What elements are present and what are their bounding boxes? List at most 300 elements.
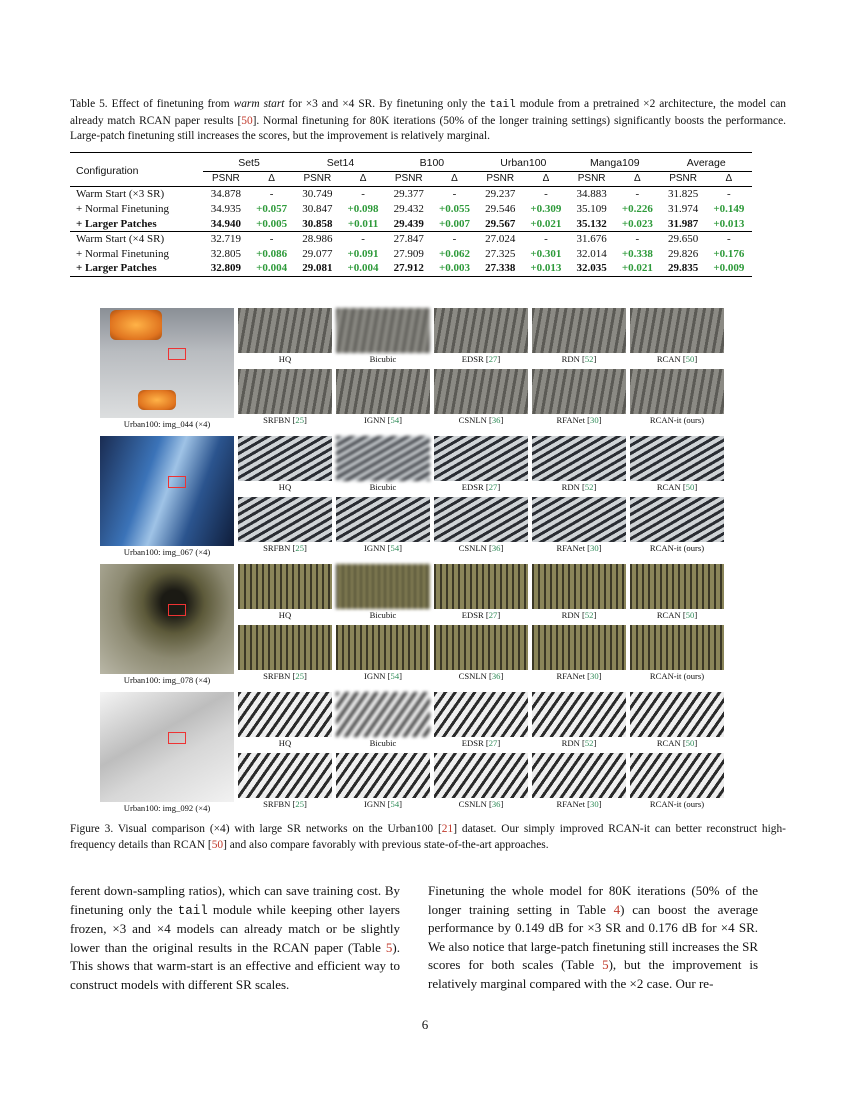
- table-cell: 30.749: [302, 188, 333, 201]
- table-cell: 32.719: [203, 231, 248, 246]
- table-cell: +0.176: [713, 247, 745, 260]
- table-ref-link[interactable]: 5: [602, 957, 609, 972]
- table-cell: 35.132: [576, 217, 607, 230]
- bracket: ]: [593, 354, 597, 364]
- table-cell: 29.835: [660, 261, 705, 276]
- crop-patch: [532, 436, 626, 481]
- table-cell: +0.011: [347, 217, 379, 230]
- bracket: [: [579, 482, 585, 492]
- main-photo-label: Urban100: img_067 (×4): [123, 547, 211, 557]
- citation-link[interactable]: 54: [390, 799, 400, 809]
- citation-link[interactable]: 25: [295, 415, 304, 425]
- crop-patch: [336, 625, 430, 670]
- crop-patch: [336, 564, 430, 609]
- table-row: [70, 202, 752, 217]
- table-cell: 27.912: [386, 261, 431, 276]
- table-cell: -: [706, 231, 752, 246]
- crop-patch: [336, 692, 430, 737]
- bracket: ]: [399, 415, 402, 425]
- dataset-header: Manga109: [569, 153, 660, 172]
- bracket: [: [483, 354, 489, 364]
- method-name: RCAN: [656, 482, 681, 492]
- table-cell: 29.077: [302, 247, 333, 260]
- crop-patch: [532, 497, 626, 542]
- row-label: + Normal Finetuning: [76, 247, 169, 260]
- bracket: [: [290, 415, 296, 425]
- bracket: [: [680, 354, 686, 364]
- crop-patch: [532, 369, 626, 414]
- bracket: ]: [598, 415, 602, 425]
- table-caption-text: Effect of finetuning from: [107, 98, 234, 110]
- crop-label: [630, 799, 724, 809]
- method-name: RDN: [561, 610, 580, 620]
- bracket: ]: [303, 543, 307, 553]
- page-number: 6: [421, 1017, 429, 1032]
- table-cell: +0.338: [621, 247, 653, 260]
- table-header-row: [70, 153, 752, 172]
- citation-link[interactable]: 27: [488, 738, 498, 748]
- crop-patch: [434, 369, 528, 414]
- table-cell: -: [249, 231, 295, 246]
- table-cell: 32.809: [203, 261, 248, 276]
- crop-patch: [532, 753, 626, 798]
- method-name: SRFBN: [263, 799, 291, 809]
- method-name: IGNN: [364, 799, 386, 809]
- bracket: ]: [598, 671, 602, 681]
- crop-label: [630, 543, 724, 553]
- bracket: [: [585, 543, 591, 553]
- main-photo: [100, 564, 234, 674]
- method-name: RFANet: [556, 799, 585, 809]
- crop-patch: [630, 497, 724, 542]
- crop-label: [336, 482, 430, 492]
- method-name: HQ: [278, 482, 292, 492]
- method-name: Bicubic: [369, 482, 397, 492]
- crop-patch: [336, 436, 430, 481]
- bracket: [: [579, 610, 585, 620]
- citation-link[interactable]: 50: [685, 354, 695, 364]
- crop-patch: [238, 308, 332, 353]
- bracket: [: [483, 738, 489, 748]
- bracket: [: [579, 738, 585, 748]
- citation-link[interactable]: 54: [390, 671, 400, 681]
- table-cell: +0.021: [614, 261, 660, 276]
- method-name: CSNLN: [458, 543, 487, 553]
- left-column-paragraph: [70, 882, 400, 994]
- method-name: RDN: [561, 738, 580, 748]
- crop-patch: [434, 625, 528, 670]
- bracket: ]: [598, 799, 602, 809]
- table-cell: -: [523, 231, 569, 246]
- row-label: Warm Start (×4 SR): [70, 231, 203, 246]
- citation-link[interactable]: 27: [488, 482, 498, 492]
- bracket: ]: [399, 671, 402, 681]
- crop-patch: [630, 369, 724, 414]
- table-cell: -: [727, 188, 731, 201]
- table-cell: +0.055: [438, 203, 470, 216]
- row-label: Warm Start (×3 SR): [76, 188, 165, 201]
- method-name: EDSR: [461, 354, 484, 364]
- crop-label: [630, 738, 724, 748]
- table-caption: [70, 97, 786, 145]
- crop-label: [434, 482, 528, 492]
- table-cell: 29.826: [667, 247, 699, 260]
- main-photo-label: Urban100: img_044 (×4): [123, 419, 211, 429]
- subheader-cell: PSNR: [295, 171, 340, 187]
- crop-label: [630, 415, 724, 425]
- table-cell: -: [431, 231, 477, 246]
- table-cell: -: [361, 188, 365, 201]
- citation-link[interactable]: 30: [590, 415, 599, 425]
- table-cell: -: [452, 188, 457, 201]
- bracket: [: [585, 799, 591, 809]
- bracket: [: [579, 354, 585, 364]
- dataset-header: Average: [660, 153, 752, 172]
- zoom-box: [168, 348, 186, 360]
- method-name: RCAN-it (ours): [649, 415, 705, 425]
- table-cell: 30.847: [302, 203, 333, 216]
- bracket: [: [486, 799, 492, 809]
- table-row: [70, 187, 752, 202]
- citation-link[interactable]: 50: [685, 610, 695, 620]
- bracket: [: [290, 543, 296, 553]
- table-cell: 34.940: [210, 217, 242, 230]
- citation-link[interactable]: 54: [390, 543, 400, 553]
- table-cell: 27.847: [386, 231, 431, 246]
- table-cell: 32.014: [576, 247, 607, 260]
- bracket: [: [290, 671, 296, 681]
- method-name: HQ: [278, 738, 292, 748]
- bracket: [: [680, 482, 686, 492]
- citation-link[interactable]: 36: [491, 671, 501, 681]
- crop-label: [532, 799, 626, 809]
- crop-patch: [238, 753, 332, 798]
- method-name: SRFBN: [263, 415, 291, 425]
- citation-link[interactable]: 50: [241, 114, 253, 127]
- config-header: Configuration: [70, 153, 203, 187]
- figure-block: [100, 564, 730, 692]
- paragraph-text: ferent down-sampling ratios), which can save training cost. By finetuning only the: [70, 883, 400, 917]
- zoom-box: [168, 476, 186, 488]
- subheader-cell: PSNR: [478, 171, 523, 187]
- citation-link[interactable]: 52: [584, 610, 594, 620]
- paragraph-text: ), but the improvement is relatively marginal compared with the ×2 case. Our re-: [428, 957, 759, 991]
- crop-label: [434, 354, 528, 364]
- table-ref-link[interactable]: 4: [613, 901, 621, 917]
- lamp-shape: [138, 390, 176, 410]
- crop-patch: [630, 692, 724, 737]
- table-cell: +0.091: [347, 247, 379, 260]
- bracket: [: [385, 543, 391, 553]
- citation-link[interactable]: 27: [488, 610, 498, 620]
- method-name: CSNLN: [458, 799, 487, 809]
- table-cell: +0.005: [256, 217, 288, 230]
- method-name: Bicubic: [369, 610, 397, 620]
- code-term: tail: [177, 903, 208, 918]
- zoom-box: [168, 732, 186, 744]
- subheader-cell: PSNR: [203, 171, 248, 187]
- method-name: RCAN: [656, 354, 681, 364]
- bracket: ]: [694, 610, 698, 620]
- crop-patch: [238, 436, 332, 481]
- table-cell: 35.109: [576, 203, 607, 216]
- citation-link[interactable]: 50: [685, 482, 695, 492]
- main-photo: [100, 436, 234, 546]
- paragraph-text: ). This shows that warm-start is an effective and efficient way to construct models with different SR scales.: [70, 939, 400, 992]
- method-name: RCAN-it (ours): [649, 543, 705, 553]
- crop-label: [630, 671, 724, 681]
- table-cell: 27.325: [485, 247, 516, 260]
- bracket: ]: [399, 543, 402, 553]
- method-name: RFANet: [556, 415, 585, 425]
- crop-label: [434, 543, 528, 553]
- row-label: + Normal Finetuning: [76, 203, 169, 216]
- crop-patch: [434, 753, 528, 798]
- crop-label: [434, 610, 528, 620]
- crop-patch: [630, 564, 724, 609]
- right-column-paragraph: [428, 882, 758, 993]
- bracket: ]: [593, 738, 597, 748]
- citation-link[interactable]: 36: [491, 415, 501, 425]
- crop-label: [434, 738, 528, 748]
- bracket: ]: [497, 610, 501, 620]
- bracket: [: [486, 671, 492, 681]
- bracket: ]: [303, 415, 307, 425]
- bracket: [: [486, 415, 492, 425]
- table-cell: 34.935: [210, 203, 242, 216]
- lamp-shape: [110, 310, 162, 340]
- method-name: Bicubic: [369, 354, 397, 364]
- crop-label: [336, 799, 430, 809]
- method-name: RDN: [561, 482, 580, 492]
- crop-label: [238, 799, 332, 809]
- figure-caption-text: ] dataset. Our simply improved RCAN-it can better reconstruct high-frequency details than RCAN [: [70, 823, 786, 851]
- table-caption-label: Table 5.: [70, 98, 108, 110]
- table-cell: 34.883: [576, 188, 607, 201]
- table-cell: +0.007: [438, 217, 470, 230]
- crop-label: [532, 354, 626, 364]
- citation-link[interactable]: 30: [590, 671, 599, 681]
- subheader-cell: Δ: [340, 171, 386, 187]
- crop-patch: [238, 497, 332, 542]
- citation-link[interactable]: 21: [441, 823, 454, 835]
- bracket: [: [483, 610, 489, 620]
- method-name: RFANet: [556, 543, 585, 553]
- figure-caption-text: ] and also compare favorably with previous state-of-the-art approaches.: [223, 838, 549, 851]
- table-caption-text: module from a pretrained ×2 architecture, the model can already match RCAN paper results [: [70, 98, 786, 127]
- table-cell: 29.650: [660, 231, 705, 246]
- table-cell: +0.004: [249, 261, 295, 276]
- table-caption-italic: warm start: [233, 98, 285, 110]
- table-cell: +0.226: [621, 203, 653, 216]
- bracket: ]: [497, 354, 501, 364]
- bracket: ]: [694, 738, 698, 748]
- crop-patch: [434, 436, 528, 481]
- paragraph-text: Finetuning the whole model for 80K iterations (50% of the longer training setting in Table: [428, 883, 758, 917]
- subheader-cell: Δ: [249, 171, 295, 187]
- paragraph-text: ) can boost the average performance by 0.149 dB for ×3 SR and 0.176 dB for ×4 SR. We also notice that large-patch finetuning still increases the SR scores for both scales (Table: [428, 901, 758, 972]
- table-cell: -: [635, 188, 640, 201]
- citation-link[interactable]: 54: [390, 415, 400, 425]
- table-row: [70, 247, 752, 262]
- table-cell: 32.805: [210, 247, 242, 260]
- method-name: CSNLN: [458, 671, 487, 681]
- crop-patch: [532, 625, 626, 670]
- table-cell: 30.858: [302, 217, 333, 230]
- table-cell: 31.974: [667, 203, 699, 216]
- zoom-box: [168, 604, 186, 616]
- table-cell: -: [269, 188, 274, 201]
- method-name: EDSR: [461, 738, 484, 748]
- crop-patch: [238, 369, 332, 414]
- crop-label: [630, 610, 724, 620]
- table-cell: -: [340, 231, 386, 246]
- bracket: ]: [500, 543, 504, 553]
- citation-link[interactable]: 36: [491, 799, 501, 809]
- main-photo: [100, 308, 234, 418]
- table-cell: +0.013: [713, 217, 745, 230]
- main-photo-label: Urban100: img_092 (×4): [123, 803, 211, 813]
- crop-patch: [238, 625, 332, 670]
- crop-patch: [434, 564, 528, 609]
- citation-link[interactable]: 50: [685, 738, 695, 748]
- bracket: [: [585, 415, 591, 425]
- method-name: CSNLN: [458, 415, 487, 425]
- method-name: HQ: [278, 354, 292, 364]
- method-name: RFANet: [556, 671, 585, 681]
- dataset-header: Urban100: [478, 153, 569, 172]
- crop-patch: [630, 308, 724, 353]
- table-cell: 32.035: [569, 261, 614, 276]
- citation-link[interactable]: 25: [295, 543, 304, 553]
- method-name: RCAN: [656, 610, 681, 620]
- crop-label: [434, 415, 528, 425]
- paragraph-text: module while keeping other layers frozen, ×3 and ×4 models can already match or be slightly lower than the original results in the RCAN paper (Table: [70, 901, 400, 955]
- citation-link[interactable]: 52: [584, 738, 594, 748]
- method-name: IGNN: [364, 543, 386, 553]
- table-cell: +0.003: [431, 261, 477, 276]
- bracket: ]: [303, 799, 307, 809]
- table-cell: +0.149: [713, 203, 745, 216]
- crop-patch: [630, 753, 724, 798]
- citation-link[interactable]: 27: [488, 354, 498, 364]
- table-row: [70, 231, 752, 246]
- table-caption-code: tail: [489, 99, 516, 111]
- method-name: SRFBN: [263, 671, 291, 681]
- table-cell: 31.676: [569, 231, 614, 246]
- method-name: Bicubic: [369, 738, 397, 748]
- subheader-cell: Δ: [706, 171, 752, 187]
- crop-patch: [336, 308, 430, 353]
- bracket: ]: [593, 610, 597, 620]
- citation-link[interactable]: 52: [584, 354, 594, 364]
- crop-label: [238, 671, 332, 681]
- table-cell: 29.567: [485, 217, 516, 230]
- crop-label: [238, 482, 332, 492]
- crop-label: [336, 543, 430, 553]
- table-cell: 28.986: [295, 231, 340, 246]
- figure-caption-label: Figure 3.: [70, 823, 114, 835]
- crop-patch: [238, 564, 332, 609]
- method-name: IGNN: [364, 415, 386, 425]
- citation-link[interactable]: 30: [590, 799, 599, 809]
- table-cell: +0.057: [256, 203, 288, 216]
- table-cell: -: [614, 231, 660, 246]
- crop-label: [532, 738, 626, 748]
- method-name: EDSR: [461, 610, 484, 620]
- crop-label: [238, 415, 332, 425]
- table-ref-link[interactable]: 5: [385, 939, 393, 955]
- row-label: + Larger Patches: [76, 217, 157, 230]
- table-cell: 31.825: [667, 188, 699, 201]
- bracket: ]: [593, 482, 597, 492]
- table-cell: 31.987: [667, 217, 699, 230]
- figure-block: [100, 308, 730, 436]
- table-cell: -: [544, 188, 548, 201]
- citation-link[interactable]: 25: [295, 671, 304, 681]
- subheader-cell: Δ: [523, 171, 569, 187]
- bracket: ]: [497, 482, 501, 492]
- bracket: [: [385, 799, 391, 809]
- citation-link[interactable]: 50: [211, 838, 224, 851]
- crop-label: [238, 738, 332, 748]
- table-cell: 29.377: [393, 188, 424, 201]
- dataset-header: Set5: [203, 153, 294, 172]
- figure-caption-text: Visual comparison (×4) with large SR networks on the Urban100 [: [113, 823, 442, 835]
- crop-label: [532, 671, 626, 681]
- crop-patch: [532, 692, 626, 737]
- crop-label: [238, 543, 332, 553]
- method-name: HQ: [278, 610, 292, 620]
- method-name: RCAN-it (ours): [649, 799, 705, 809]
- table-cell: 27.024: [478, 231, 523, 246]
- citation-link[interactable]: 36: [491, 543, 501, 553]
- main-photo-label: Urban100: img_078 (×4): [123, 675, 211, 685]
- crop-label: [336, 415, 430, 425]
- crop-patch: [434, 308, 528, 353]
- bracket: ]: [399, 799, 402, 809]
- bracket: [: [585, 671, 591, 681]
- table-cell: +0.009: [706, 261, 752, 276]
- subheader-cell: PSNR: [386, 171, 431, 187]
- bracket: [: [486, 543, 492, 553]
- crop-label: [434, 799, 528, 809]
- citation-link[interactable]: 30: [590, 543, 599, 553]
- method-name: RDN: [561, 354, 580, 364]
- citation-link[interactable]: 52: [584, 482, 594, 492]
- figure-block: [100, 692, 730, 820]
- crop-label: [532, 415, 626, 425]
- figure-block: [100, 436, 730, 564]
- row-label: + Larger Patches: [70, 261, 203, 276]
- table-row: [70, 216, 752, 231]
- crop-label: [336, 610, 430, 620]
- crop-label: [336, 354, 430, 364]
- crop-patch: [434, 692, 528, 737]
- citation-link[interactable]: 25: [295, 799, 304, 809]
- bracket: [: [290, 799, 296, 809]
- crop-patch: [630, 436, 724, 481]
- bracket: ]: [500, 415, 504, 425]
- crop-label: [532, 610, 626, 620]
- bracket: ]: [497, 738, 501, 748]
- table-cell: +0.021: [530, 217, 562, 230]
- crop-patch: [532, 308, 626, 353]
- bracket: ]: [500, 799, 504, 809]
- results-table: [70, 152, 752, 277]
- bracket: ]: [500, 671, 504, 681]
- crop-label: [336, 738, 430, 748]
